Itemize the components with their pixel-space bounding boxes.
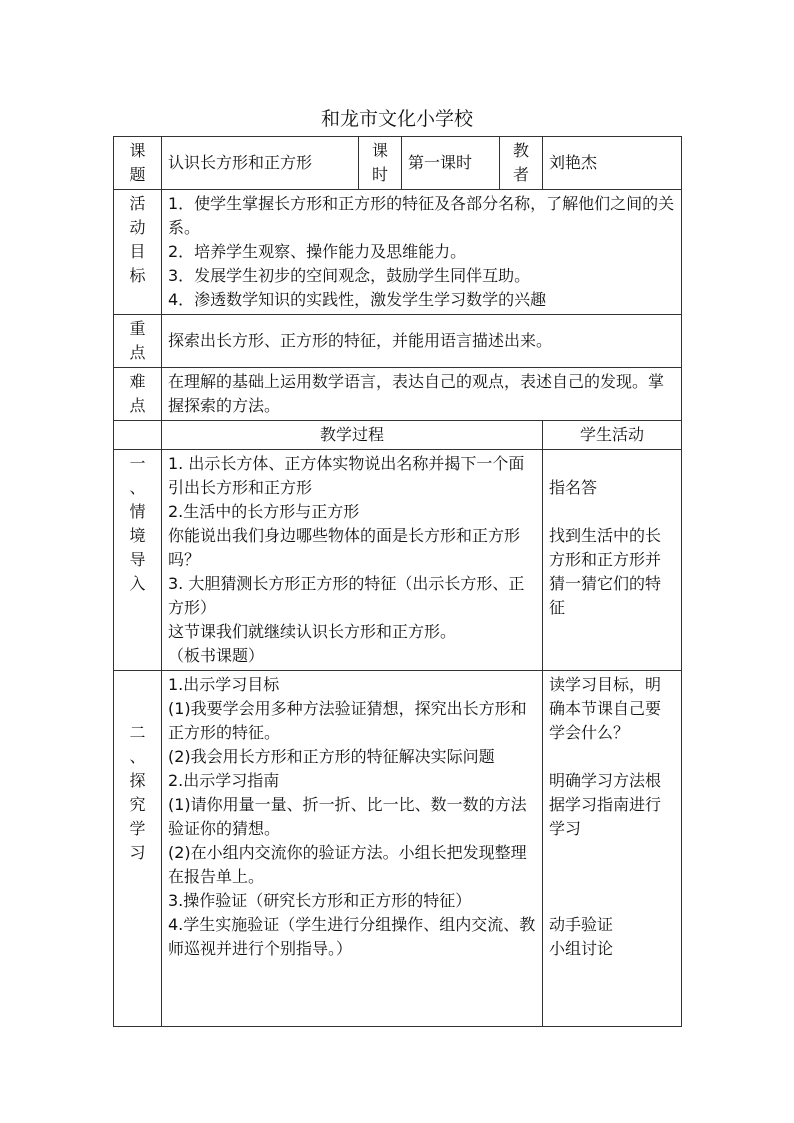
process-header-blank	[114, 421, 162, 450]
teaching-step: （板书课题）	[168, 646, 265, 665]
key-points-label: 重 点	[114, 315, 162, 368]
teaching-step: (2)我会用长方形和正方形的特征解决实际问题	[168, 747, 495, 766]
section-2-teaching	[162, 671, 543, 1027]
topic-label: 课 题	[114, 137, 162, 190]
student-activity: 明确学习方法根据学习指南进行学习	[549, 771, 662, 838]
objective-item: 1．使学生掌握长方形和正方形的特征及各部分名称，了解他们之间的关系。	[168, 194, 675, 237]
teaching-step: 4.学生实施验证（学生进行分组操作、组内交流、教师巡视并进行个别指导。）	[168, 915, 536, 958]
section-1-label: 一 、 情 境 导 入	[114, 450, 162, 671]
teacher-value: 刘艳杰	[543, 137, 682, 190]
teaching-step: (1)请你用量一量、折一折、比一比、数一数的方法验证你的猜想。	[168, 795, 527, 838]
objectives-row	[114, 190, 682, 315]
teaching-step: 你能说出我们身边哪些物体的面是长方形和正方形吗？	[168, 526, 521, 569]
difficulties-text: 在理解的基础上运用数学语言，表达自己的观点，表述自己的发现。掌握探索的方法。	[162, 368, 682, 421]
teaching-step: (2)在小组内交流你的验证方法。小组长把发现整理在报告单上。	[168, 843, 527, 886]
student-activity: 动手验证	[549, 915, 614, 934]
teaching-step: (1)我要学会用多种方法验证猜想，探究出长方形和正方形的特征。	[168, 699, 527, 742]
key-points-text: 探索出长方形、正方形的特征，并能用语言描述出来。	[162, 315, 682, 368]
teaching-step: 1.出示学习目标	[168, 675, 280, 694]
teaching-step: 这节课我们就继续认识长方形和正方形。	[168, 622, 457, 641]
objectives-content	[162, 190, 682, 315]
key-points-row	[114, 315, 682, 368]
teaching-step: 2.出示学习指南	[168, 771, 280, 790]
difficulties-label: 难 点	[114, 368, 162, 421]
period-label: 课 时	[359, 137, 402, 190]
section-2-student	[543, 671, 682, 1027]
student-activity-header: 学生活动	[543, 421, 682, 450]
student-activity: 指名答	[549, 478, 598, 497]
student-activity: 找到生活中的长方形和正方形并猜一猜它们的特征	[549, 526, 662, 617]
period-value: 第一课时	[402, 137, 500, 190]
topic-value: 认识长方形和正方形	[162, 137, 359, 190]
teaching-step: 1. 出示长方体、正方体实物说出名称并揭下一个面引出长方形和正方形	[168, 454, 525, 497]
teaching-step: 3.操作验证（研究长方形和正方形的特征）	[168, 891, 472, 910]
teaching-step: 2.生活中的长方形与正方形	[168, 502, 360, 521]
section-1-student	[543, 450, 682, 671]
lesson-plan-table	[113, 136, 682, 1027]
page-title: 和龙市文化小学校	[320, 108, 473, 130]
teacher-label: 教 者	[500, 137, 543, 190]
section-1-row	[114, 450, 682, 671]
process-header-row	[114, 421, 682, 450]
section-2-row	[114, 671, 682, 1027]
teaching-step: 3. 大胆猜测长方形正方形的特征（出示长方形、正方形）	[168, 574, 525, 617]
section-1-teaching	[162, 450, 543, 671]
objective-item: 3．发展学生初步的空间观念，鼓励学生同伴互助。	[168, 266, 531, 285]
objective-item: 4．渗透数学知识的实践性，激发学生学习数学的兴趣	[168, 290, 547, 309]
student-activity: 小组讨论	[549, 939, 614, 958]
difficulties-row	[114, 368, 682, 421]
header-row	[114, 137, 682, 190]
teaching-process-header: 教学过程	[162, 421, 543, 450]
section-2-label: 二 、 探 究 学 习	[114, 671, 162, 1027]
objective-item: 2．培养学生观察、操作能力及思维能力。	[168, 242, 467, 261]
objectives-label: 活 动 目 标	[114, 190, 162, 315]
student-activity: 读学习目标，明确本节课自己要学会什么？	[549, 675, 662, 742]
